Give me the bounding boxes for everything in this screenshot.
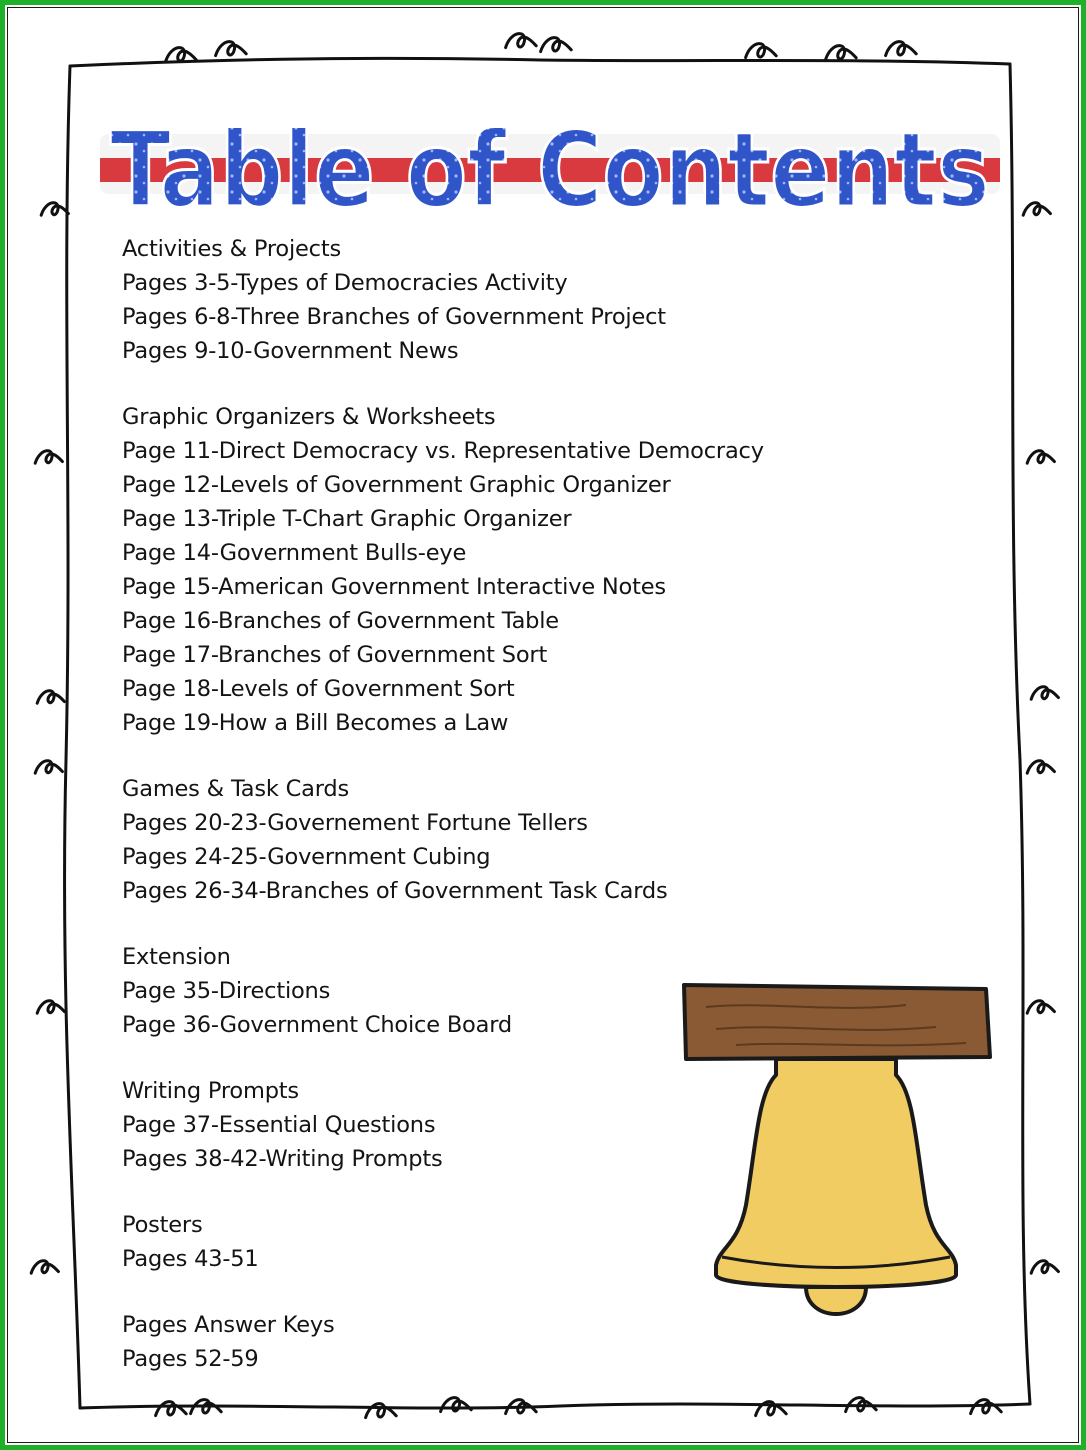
toc-item: Page 16-Branches of Government Table bbox=[122, 608, 559, 634]
toc-item: Pages 38-42-Writing Prompts bbox=[122, 1146, 443, 1172]
page-title bbox=[100, 108, 1000, 231]
toc-item: Pages 26-34-Branches of Government Task Cards bbox=[122, 878, 668, 904]
toc-item: Pages 24-25-Government Cubing bbox=[122, 844, 491, 870]
section-heading: Posters bbox=[122, 1212, 203, 1238]
section-heading: Graphic Organizers & Worksheets bbox=[122, 404, 496, 430]
toc-item: Page 12-Levels of Government Graphic Organizer bbox=[122, 472, 671, 498]
toc-item: Pages 20-23-Governement Fortune Tellers bbox=[122, 810, 588, 836]
section-answer-keys bbox=[122, 1308, 762, 1376]
toc-item: Page 14-Government Bulls-eye bbox=[122, 540, 467, 566]
title-graphic bbox=[100, 108, 1000, 231]
section-posters bbox=[122, 1208, 762, 1276]
toc-item: Page 13-Triple T-Chart Graphic Organizer bbox=[122, 506, 572, 532]
toc-item: Page 11-Direct Democracy vs. Representative Democracy bbox=[122, 438, 764, 464]
section-graphic-organizers bbox=[122, 400, 762, 740]
section-extension bbox=[122, 940, 762, 1042]
section-heading: Extension bbox=[122, 944, 231, 970]
toc-item: Page 37-Essential Questions bbox=[122, 1112, 436, 1138]
section-games bbox=[122, 772, 762, 908]
toc-item: Page 18-Levels of Government Sort bbox=[122, 676, 515, 702]
section-heading: Games & Task Cards bbox=[122, 776, 350, 802]
toc-item: Pages 43-51 bbox=[122, 1246, 259, 1272]
toc-item: Page 15-American Government Interactive Notes bbox=[122, 574, 666, 600]
toc-item: Pages 52-59 bbox=[122, 1346, 259, 1372]
toc-item: Pages 3-5-Types of Democracies Activity bbox=[122, 270, 568, 296]
toc-item: Page 36-Government Choice Board bbox=[122, 1012, 512, 1038]
section-heading: Writing Prompts bbox=[122, 1078, 299, 1104]
toc-item: Page 17-Branches of Government Sort bbox=[122, 642, 548, 668]
section-writing-prompts bbox=[122, 1074, 762, 1176]
section-heading: Pages Answer Keys bbox=[122, 1312, 335, 1338]
liberty-bell-icon bbox=[676, 975, 996, 1320]
toc-item: Page 19-How a Bill Becomes a Law bbox=[122, 710, 509, 736]
toc-item: Pages 9-10-Government News bbox=[122, 338, 459, 364]
title-text: Table of Contents bbox=[110, 109, 990, 231]
section-heading: Activities & Projects bbox=[122, 236, 341, 262]
toc-item: Page 35-Directions bbox=[122, 978, 331, 1004]
toc-item: Pages 6-8-Three Branches of Government Project bbox=[122, 304, 666, 330]
table-of-contents bbox=[122, 232, 762, 1408]
section-activities bbox=[122, 232, 762, 368]
